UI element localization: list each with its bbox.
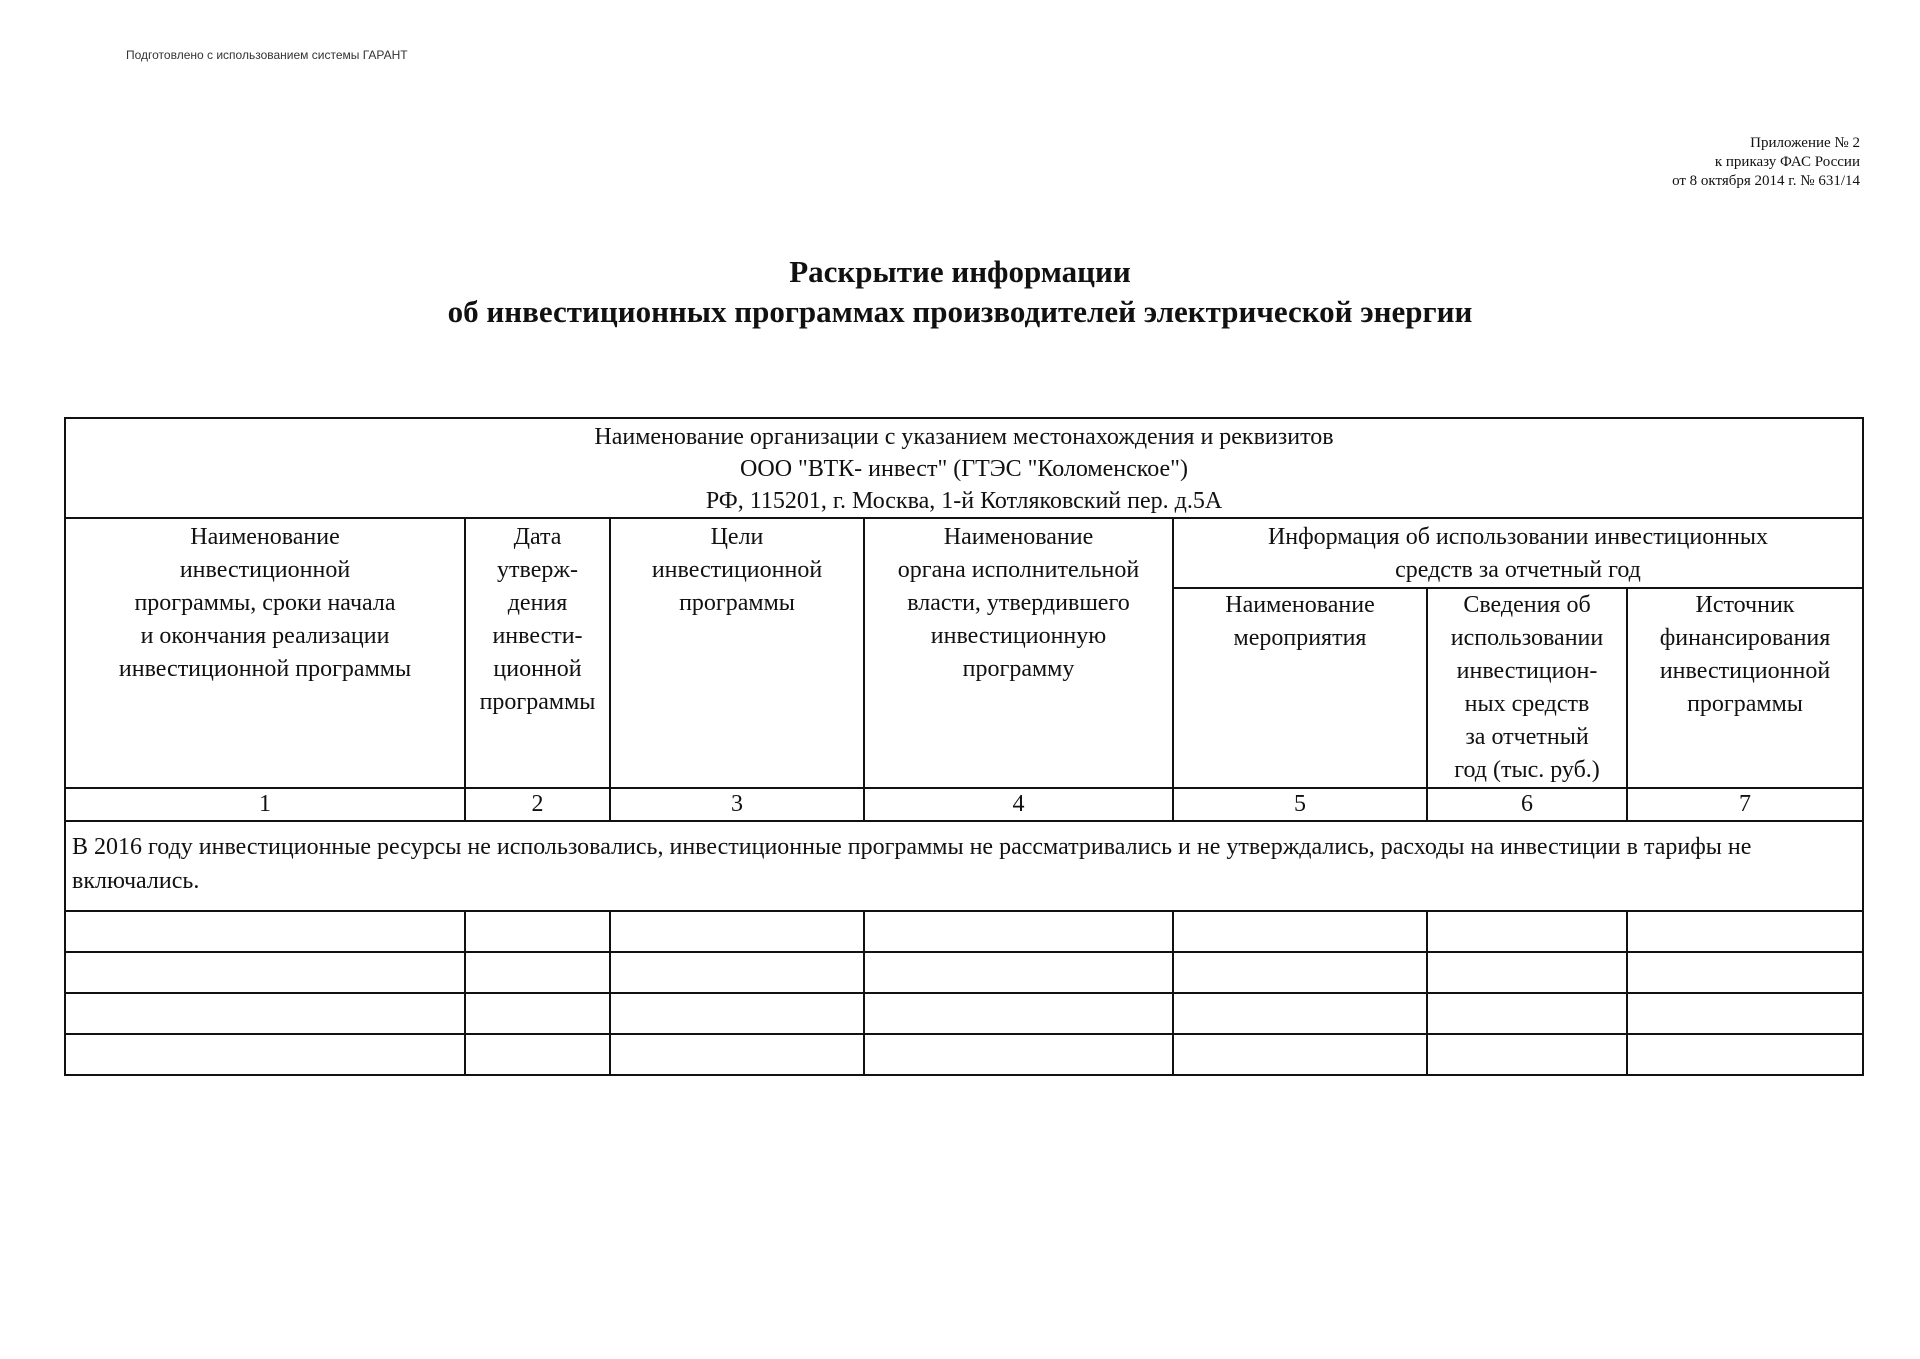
investment-note: В 2016 году инвестиционные ресурсы не использовались, инвестиционные программы не рассматривались и не утверждались, расходы на инвестиции в тарифы не включались. [65, 821, 1863, 911]
empty-cell [864, 1034, 1173, 1075]
title-line-2: об инвестиционных программах производителей электрической энергии [447, 294, 1473, 329]
disclosure-table [64, 417, 1864, 1076]
empty-cell [465, 911, 610, 952]
organization-cell [65, 418, 1863, 518]
empty-cell [610, 1034, 864, 1075]
empty-cell [65, 952, 465, 993]
info-group-header [1173, 518, 1863, 588]
document-title [0, 252, 1920, 332]
col-number-6: 6 [1427, 788, 1627, 821]
empty-cell [65, 1034, 465, 1075]
empty-cell [610, 993, 864, 1034]
column-numbers-row [65, 788, 1863, 821]
col-1-header-text: Наименование инвестиционной программы, сроки начала и окончания реализации инвестиционной программы [118, 524, 412, 682]
table-row-empty [65, 952, 1863, 993]
empty-cell [1427, 1034, 1627, 1075]
col-6-header [1427, 588, 1627, 788]
col-number-3: 3 [610, 788, 864, 821]
col-number-4: 4 [864, 788, 1173, 821]
note-row [65, 821, 1863, 911]
empty-cell [610, 911, 864, 952]
empty-cell [1627, 993, 1863, 1034]
empty-cell [1427, 911, 1627, 952]
col-1-header [65, 518, 465, 788]
empty-cell [65, 993, 465, 1034]
organization-row [65, 418, 1863, 518]
appendix-line-3: от 8 октября 2014 г. № 631/14 [1672, 173, 1860, 189]
col-6-header-text: Сведения об использовании инвестицион- ных средств за отчетный год (тыс. руб.) [1450, 592, 1604, 783]
empty-cell [465, 993, 610, 1034]
organization-name: ООО "ВТК- инвест" (ГТЭС "Коломенское") [740, 456, 1188, 482]
empty-cell [1173, 1034, 1427, 1075]
appendix-line-2: к приказу ФАС России [1714, 154, 1860, 170]
column-header-row [65, 518, 1863, 588]
col-number-7: 7 [1627, 788, 1863, 821]
col-7-header-text: Источник финансирования инвестиционной программы [1659, 592, 1831, 717]
empty-cell [1627, 952, 1863, 993]
empty-cell [1427, 952, 1627, 993]
table-row-empty [65, 911, 1863, 952]
col-3-header [610, 518, 864, 788]
disclosure-table-wrapper [64, 417, 1862, 1076]
table-row-empty [65, 1034, 1863, 1075]
col-4-header-text: Наименование органа исполнительной власти, утвердившего инвестиционную программу [897, 524, 1140, 682]
empty-cell [1173, 993, 1427, 1034]
col-number-2: 2 [465, 788, 610, 821]
col-2-header [465, 518, 610, 788]
empty-cell [864, 993, 1173, 1034]
col-7-header [1627, 588, 1863, 788]
info-group-header-text: Информация об использовании инвестиционных средств за отчетный год [1267, 524, 1769, 583]
empty-cell [1427, 993, 1627, 1034]
appendix-line-1: Приложение № 2 [1750, 135, 1860, 151]
empty-cell [1173, 952, 1427, 993]
col-5-header [1173, 588, 1427, 788]
title-line-1: Раскрытие информации [789, 254, 1131, 289]
appendix-reference [1360, 134, 1860, 191]
empty-cell [864, 952, 1173, 993]
organization-header-label: Наименование организации с указанием местонахождения и реквизитов [594, 424, 1334, 450]
col-5-header-text: Наименование мероприятия [1225, 592, 1375, 651]
empty-cell [1627, 1034, 1863, 1075]
garant-prepared-note: Подготовлено с использованием системы ГАРАНТ [126, 48, 408, 62]
col-3-header-text: Цели инвестиционной программы [651, 524, 823, 616]
empty-cell [610, 952, 864, 993]
col-number-1: 1 [65, 788, 465, 821]
organization-address: РФ, 115201, г. Москва, 1-й Котляковский пер. д.5А [705, 488, 1223, 514]
table-row-empty [65, 993, 1863, 1034]
empty-cell [1627, 911, 1863, 952]
empty-cell [1173, 911, 1427, 952]
col-4-header [864, 518, 1173, 788]
empty-cell [465, 1034, 610, 1075]
empty-cell [465, 952, 610, 993]
empty-cell [864, 911, 1173, 952]
col-2-header-text: Дата утверж- дения инвести- ционной программы [479, 524, 596, 715]
empty-cell [65, 911, 465, 952]
col-number-5: 5 [1173, 788, 1427, 821]
